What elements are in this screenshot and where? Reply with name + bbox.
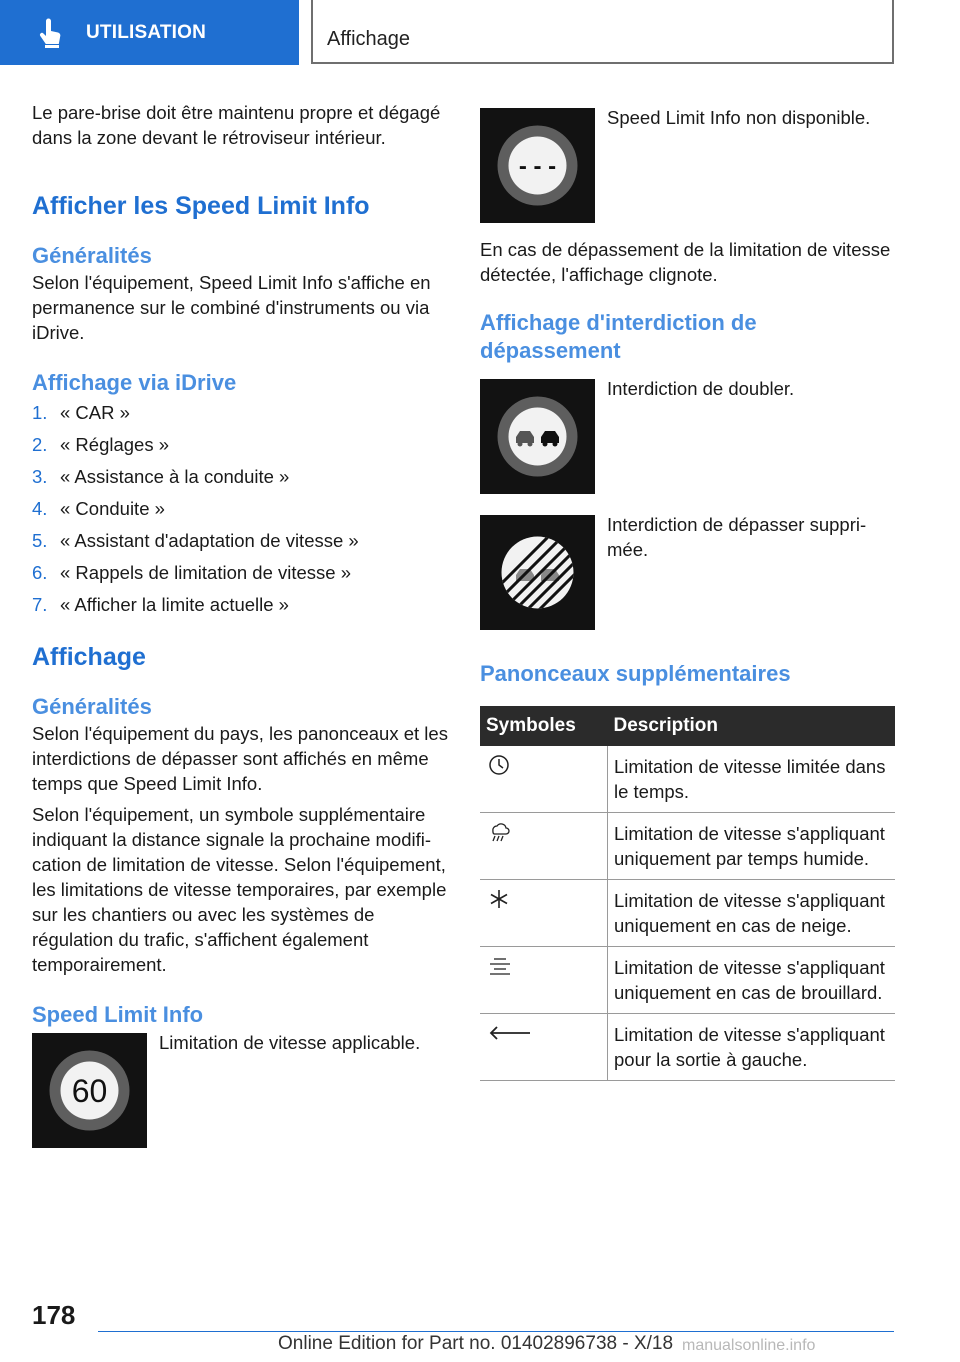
table-row: Limitation de vitesse s'appliquant uniquement en cas de brouillard. — [480, 947, 895, 1014]
heading-panonceaux: Panonceaux supplémentaires — [480, 661, 791, 686]
sign-row-end-no-overtake — [480, 515, 895, 630]
column-header-description: Description — [608, 706, 896, 746]
page-number: 178 — [32, 1300, 76, 1330]
left-column — [32, 100, 448, 1148]
sign-no-overtake-text: Interdiction de doubler. — [607, 378, 795, 399]
page-title: Affichage — [327, 28, 411, 50]
list-item: 1. « CAR » — [32, 402, 130, 423]
right-column — [480, 108, 895, 1081]
paragraph-pays: Selon l'équipement du pays, les panonceaux et les interdictions de dépasser sont affichés en même temps que Speed Limit Info. — [32, 723, 448, 794]
panonceaux-table — [480, 706, 895, 1081]
dash-symbol: - - - — [518, 153, 557, 180]
sign-row-no-overtake — [480, 379, 895, 494]
speed-limit-unavailable-sign — [480, 108, 595, 223]
end-no-overtaking-sign — [480, 515, 595, 630]
watermark: manualsonline.info — [682, 1337, 816, 1354]
snowflake-icon — [488, 888, 510, 910]
table-row: Limitation de vitesse s'appliquant uniquement par temps humide. — [480, 813, 895, 880]
list-item: 5. « Assistant d'adaptation de vitesse » — [32, 530, 359, 551]
list-item: 4. « Conduite » — [32, 498, 165, 519]
no-overtaking-sign — [480, 379, 595, 494]
arrow-left-icon — [488, 1022, 532, 1044]
table-row: Limitation de vitesse s'appliquant uniquement en cas de neige. — [480, 880, 895, 947]
paragraph-symbole: Selon l'équipement, un symbole supplémentaire indiquant la distance signale la prochaine modification de limitation de vitesse. Selon l'équipement, les limitations de vitesse temporaires, par exemple sur les chantiers ou avec les systèmes de régulation du trafic, s'affichent également temporairement. — [32, 804, 447, 975]
heading-speed-limit-info: Afficher les Speed Limit Info — [32, 192, 370, 220]
section-label: UTILISATION — [86, 21, 207, 43]
paragraph-depassement: En cas de dépassement de la limitation de vitesse détectée, l'affichage clignote. — [480, 239, 891, 285]
heading-generalites-2: Généralités — [32, 694, 152, 719]
sign-60-text: Limitation de vitesse applicable. — [159, 1032, 421, 1053]
sign-row-dash — [480, 108, 895, 223]
list-item: 7. « Afficher la limite actuelle » — [32, 594, 289, 615]
sign-end-no-overtake-text: Interdiction de dépasser supprimée. — [607, 514, 867, 560]
clock-icon — [488, 754, 510, 776]
rain-icon — [488, 821, 510, 843]
list-item: 2. « Réglages » — [32, 434, 170, 455]
heading-generalites: Généralités — [32, 243, 152, 268]
page-header — [311, 0, 894, 64]
footer-divider — [98, 1331, 894, 1332]
idrive-steps — [32, 397, 448, 621]
section-tab[interactable] — [0, 0, 299, 65]
list-item: 3. « Assistance à la conduite » — [32, 466, 290, 487]
sign-60-number: 60 — [71, 1073, 108, 1109]
list-item: 6. « Rappels de limitation de vitesse » — [32, 562, 352, 583]
heading-affichage: Affichage — [32, 643, 146, 671]
paragraph-generalites: Selon l'équipement, Speed Limit Info s'affiche en permanence sur le combiné d'instruments ou via iDrive. — [32, 272, 431, 343]
table-row: Limitation de vitesse limitée dans le temps. — [480, 746, 895, 813]
speed-limit-60-sign — [32, 1033, 147, 1148]
edition-text: Online Edition for Part no. 01402896738 - X/18 — [278, 1333, 674, 1354]
hand-pointer-icon — [34, 17, 66, 49]
intro-paragraph: Le pare-brise doit être maintenu propre et dégagé dans la zone devant le rétroviseur intérieur. — [32, 102, 441, 148]
heading-interdiction: Affichage d'interdiction de dépassement — [480, 310, 757, 363]
heading-speed-limit-info-2: Speed Limit Info — [32, 1002, 204, 1027]
sign-row-60 — [32, 1033, 448, 1148]
fog-icon — [488, 955, 512, 977]
table-row: Limitation de vitesse s'appliquant pour la sortie à gauche. — [480, 1014, 895, 1081]
heading-affichage-idrive: Affichage via iDrive — [32, 370, 237, 395]
column-header-symboles: Symboles — [480, 706, 608, 746]
sign-dash-text: Speed Limit Info non disponible. — [607, 107, 871, 128]
